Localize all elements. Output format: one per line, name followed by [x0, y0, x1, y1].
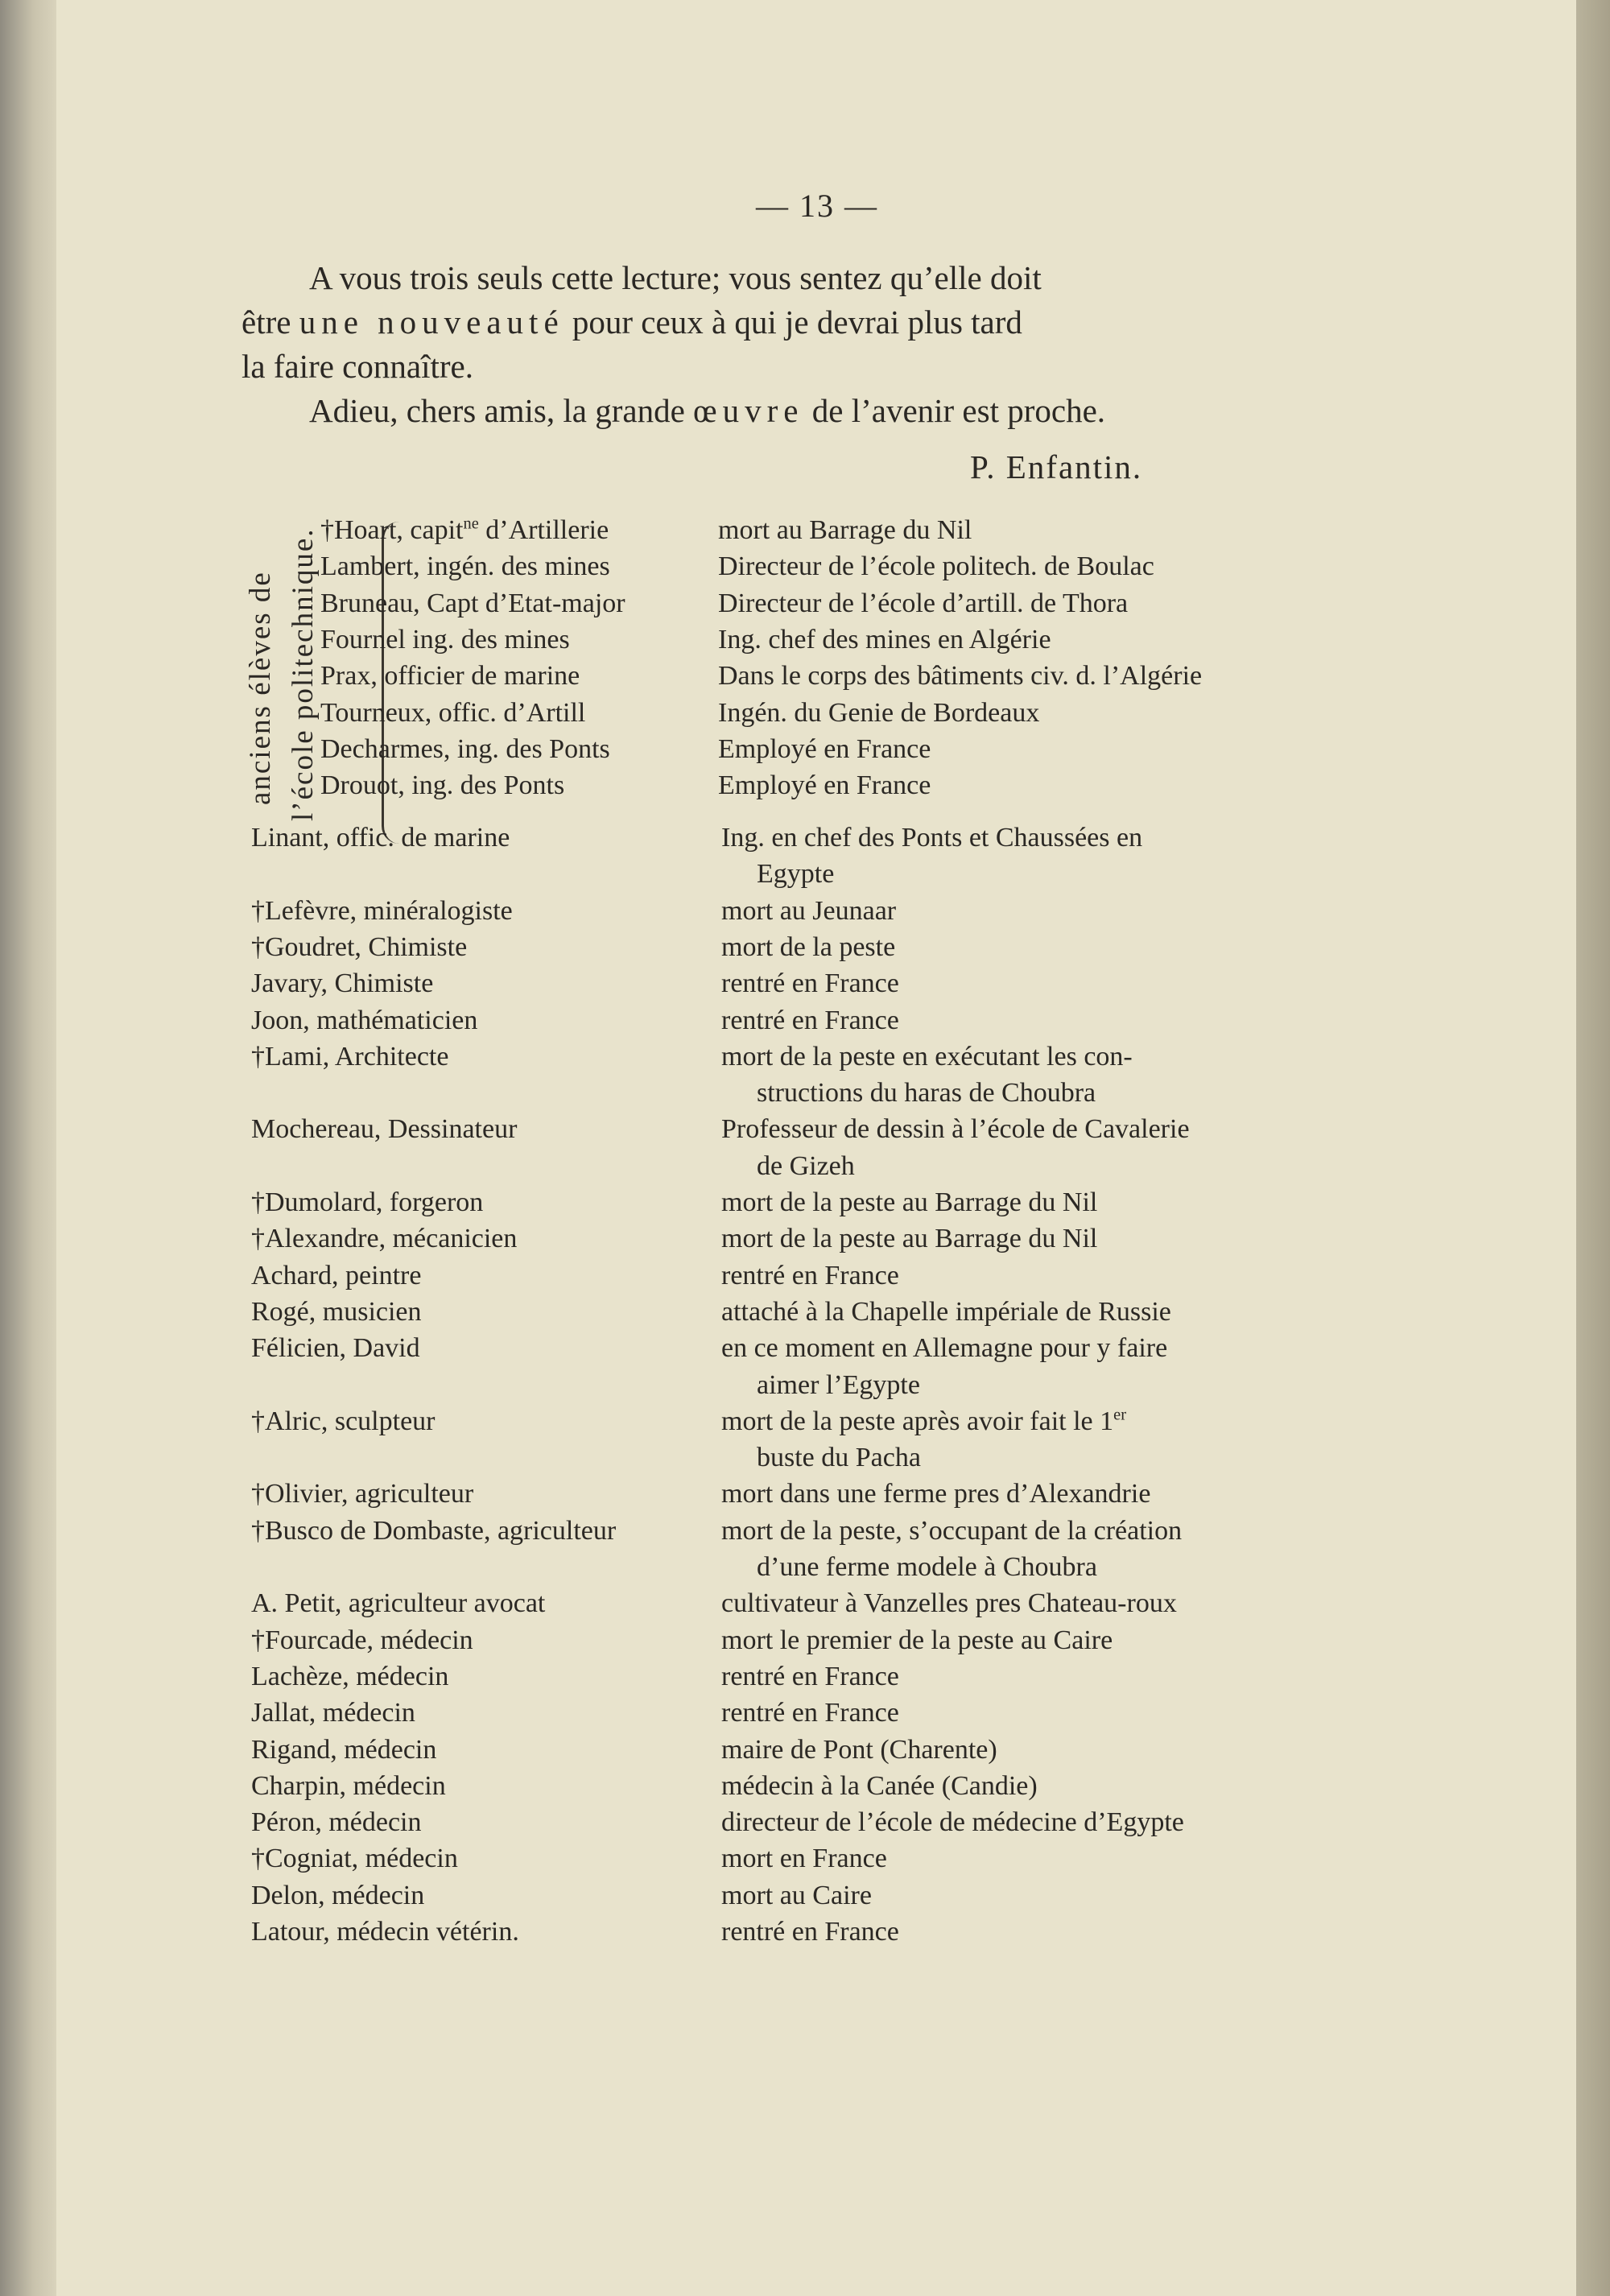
- person-fate: de Gizeh: [757, 1150, 855, 1181]
- superscript: er: [1113, 1406, 1126, 1424]
- person-fate: mort le premier de la peste au Caire: [721, 1625, 1113, 1655]
- book-page: [56, 0, 1578, 2296]
- person-name: Drouot, ing. des Ponts: [320, 770, 565, 801]
- person-name: Achard, peintre: [251, 1260, 422, 1290]
- person-name: Javary, Chimiste: [251, 968, 434, 999]
- text-span: pour ceux à qui je devrai plus tard: [572, 304, 1022, 341]
- person-name: Fournel ing. des mines: [320, 624, 570, 655]
- page-right-edge: [1576, 0, 1610, 2296]
- person-fate: mort au Caire: [721, 1880, 872, 1910]
- person-fate: Ingén. du Genie de Bordeaux: [718, 697, 1040, 728]
- person-name: †Alexandre, mécanicien: [251, 1224, 518, 1254]
- emphasized-text: une nouveauté: [299, 304, 564, 341]
- person-name: †Lami, Architecte: [251, 1041, 449, 1072]
- person-name: Rogé, musicien: [251, 1296, 422, 1327]
- text-line: la faire connaître.: [242, 348, 473, 385]
- person-name: Linant, offic. de marine: [251, 823, 510, 853]
- person-fate: Employé en France: [718, 770, 931, 801]
- person-fate: rentré en France: [721, 1917, 899, 1947]
- person-fate: mort de la peste, s’occupant de la création: [721, 1515, 1183, 1546]
- person-name: Rigand, médecin: [251, 1734, 437, 1765]
- text-line: [242, 389, 1288, 433]
- person-name: A. Petit, agriculteur avocat: [251, 1588, 546, 1619]
- person-name: Félicien, David: [251, 1333, 420, 1364]
- person-fate: Directeur de l’école politech. de Boulac: [718, 551, 1154, 582]
- book-gutter-edge: [0, 0, 56, 2296]
- person-fate: rentré en France: [721, 1260, 899, 1290]
- paragraph-letter: [242, 256, 1288, 433]
- person-fate: directeur de l’école de médecine d’Egypte: [721, 1807, 1184, 1838]
- person-name: Charpin, médecin: [251, 1770, 446, 1801]
- page-number: — 13 —: [756, 188, 878, 224]
- text-span: de l’avenir est proche.: [811, 392, 1106, 429]
- person-name: Prax, officier de marine: [320, 661, 580, 692]
- person-fate: mort de la peste après avoir fait le 1er: [721, 1406, 1126, 1436]
- person-fate: Dans le corps des bâtiments civ. d. l’Algérie: [718, 661, 1203, 692]
- person-fate: en ce moment en Allemagne pour y faire: [721, 1333, 1168, 1364]
- person-fate: rentré en France: [721, 1661, 899, 1691]
- person-name: Joon, mathématicien: [251, 1005, 478, 1035]
- person-fate: Employé en France: [718, 733, 931, 764]
- person-fate: Ing. chef des mines en Algérie: [718, 624, 1051, 655]
- person-fate: mort de la peste au Barrage du Nil: [721, 1224, 1098, 1254]
- person-fate: Professeur de dessin à l’école de Cavalerie: [721, 1114, 1190, 1145]
- person-fate: structions du haras de Choubra: [757, 1078, 1096, 1109]
- person-fate: mort au Barrage du Nil: [718, 515, 972, 545]
- person-fate: cultivateur à Vanzelles pres Chateau-roux: [721, 1588, 1177, 1619]
- person-fate: mort au Jeunaar: [721, 895, 897, 926]
- person-fate: mort de la peste en exécutant les con-: [721, 1041, 1133, 1072]
- person-fate: mort en France: [721, 1844, 887, 1874]
- group-label-line1: anciens élèves de: [244, 571, 277, 805]
- person-name: Lambert, ingén. des mines: [320, 551, 610, 582]
- person-fate: médecin à la Canée (Candie): [721, 1770, 1038, 1801]
- person-fate: Ing. en chef des Ponts et Chaussées en: [721, 823, 1143, 853]
- person-name: †Cogniat, médecin: [251, 1844, 458, 1874]
- person-name: Bruneau, Capt d’Etat-major: [320, 588, 625, 618]
- person-fate: d’une ferme modele à Choubra: [757, 1552, 1097, 1582]
- person-name: †Alric, sculpteur: [251, 1406, 436, 1436]
- person-name: Decharmes, ing. des Ponts: [320, 733, 610, 764]
- person-name: †Fourcade, médecin: [251, 1625, 473, 1655]
- emphasized-text: œuvre: [693, 392, 804, 429]
- person-name: †Hoart, capit$^{ne}$ d’Artillerie: [320, 514, 609, 545]
- person-fate: rentré en France: [721, 1698, 899, 1728]
- superscript: ne: [463, 514, 479, 533]
- person-name: †Busco de Dombaste, agriculteur: [251, 1515, 617, 1546]
- person-fate: rentré en France: [721, 1005, 899, 1035]
- person-name: †Dumolard, forgeron: [251, 1187, 484, 1217]
- person-fate: mort dans une ferme pres d’Alexandrie: [721, 1479, 1151, 1509]
- text-line: [242, 300, 1288, 345]
- person-fate: rentré en France: [721, 968, 899, 999]
- person-fate: Egypte: [757, 859, 835, 890]
- text-span: Adieu, chers amis, la grande: [309, 392, 685, 429]
- person-name: Jallat, médecin: [251, 1698, 415, 1728]
- person-fate: maire de Pont (Charente): [721, 1734, 997, 1765]
- person-fate: mort de la peste: [721, 931, 896, 962]
- person-name: Tourneux, offic. d’Artill: [320, 697, 586, 728]
- person-fate: Directeur de l’école d’artill. de Thora: [718, 588, 1129, 618]
- person-fate: attaché à la Chapelle impériale de Russie: [721, 1296, 1171, 1327]
- person-name: Latour, médecin vétérin.: [251, 1917, 519, 1947]
- text-span: être: [242, 304, 291, 341]
- person-fate: aimer l’Egypte: [757, 1369, 920, 1400]
- signature: P. Enfantin.: [970, 448, 1143, 485]
- person-name: †Olivier, agriculteur: [251, 1479, 474, 1509]
- text-line: A vous trois seuls cette lecture; vous sentez qu’elle doit: [309, 259, 1042, 296]
- person-name: †Lefèvre, minéralogiste: [251, 895, 513, 926]
- person-name: Péron, médecin: [251, 1807, 422, 1838]
- person-name: Lachèze, médecin: [251, 1661, 449, 1691]
- person-name: †Goudret, Chimiste: [251, 931, 468, 962]
- person-name: Delon, médecin: [251, 1880, 425, 1910]
- person-name: Mochereau, Dessinateur: [251, 1114, 518, 1145]
- person-fate: buste du Pacha: [757, 1443, 921, 1473]
- person-fate: mort de la peste au Barrage du Nil: [721, 1187, 1098, 1217]
- group-label-line2: l’école politechnique.: [287, 527, 320, 821]
